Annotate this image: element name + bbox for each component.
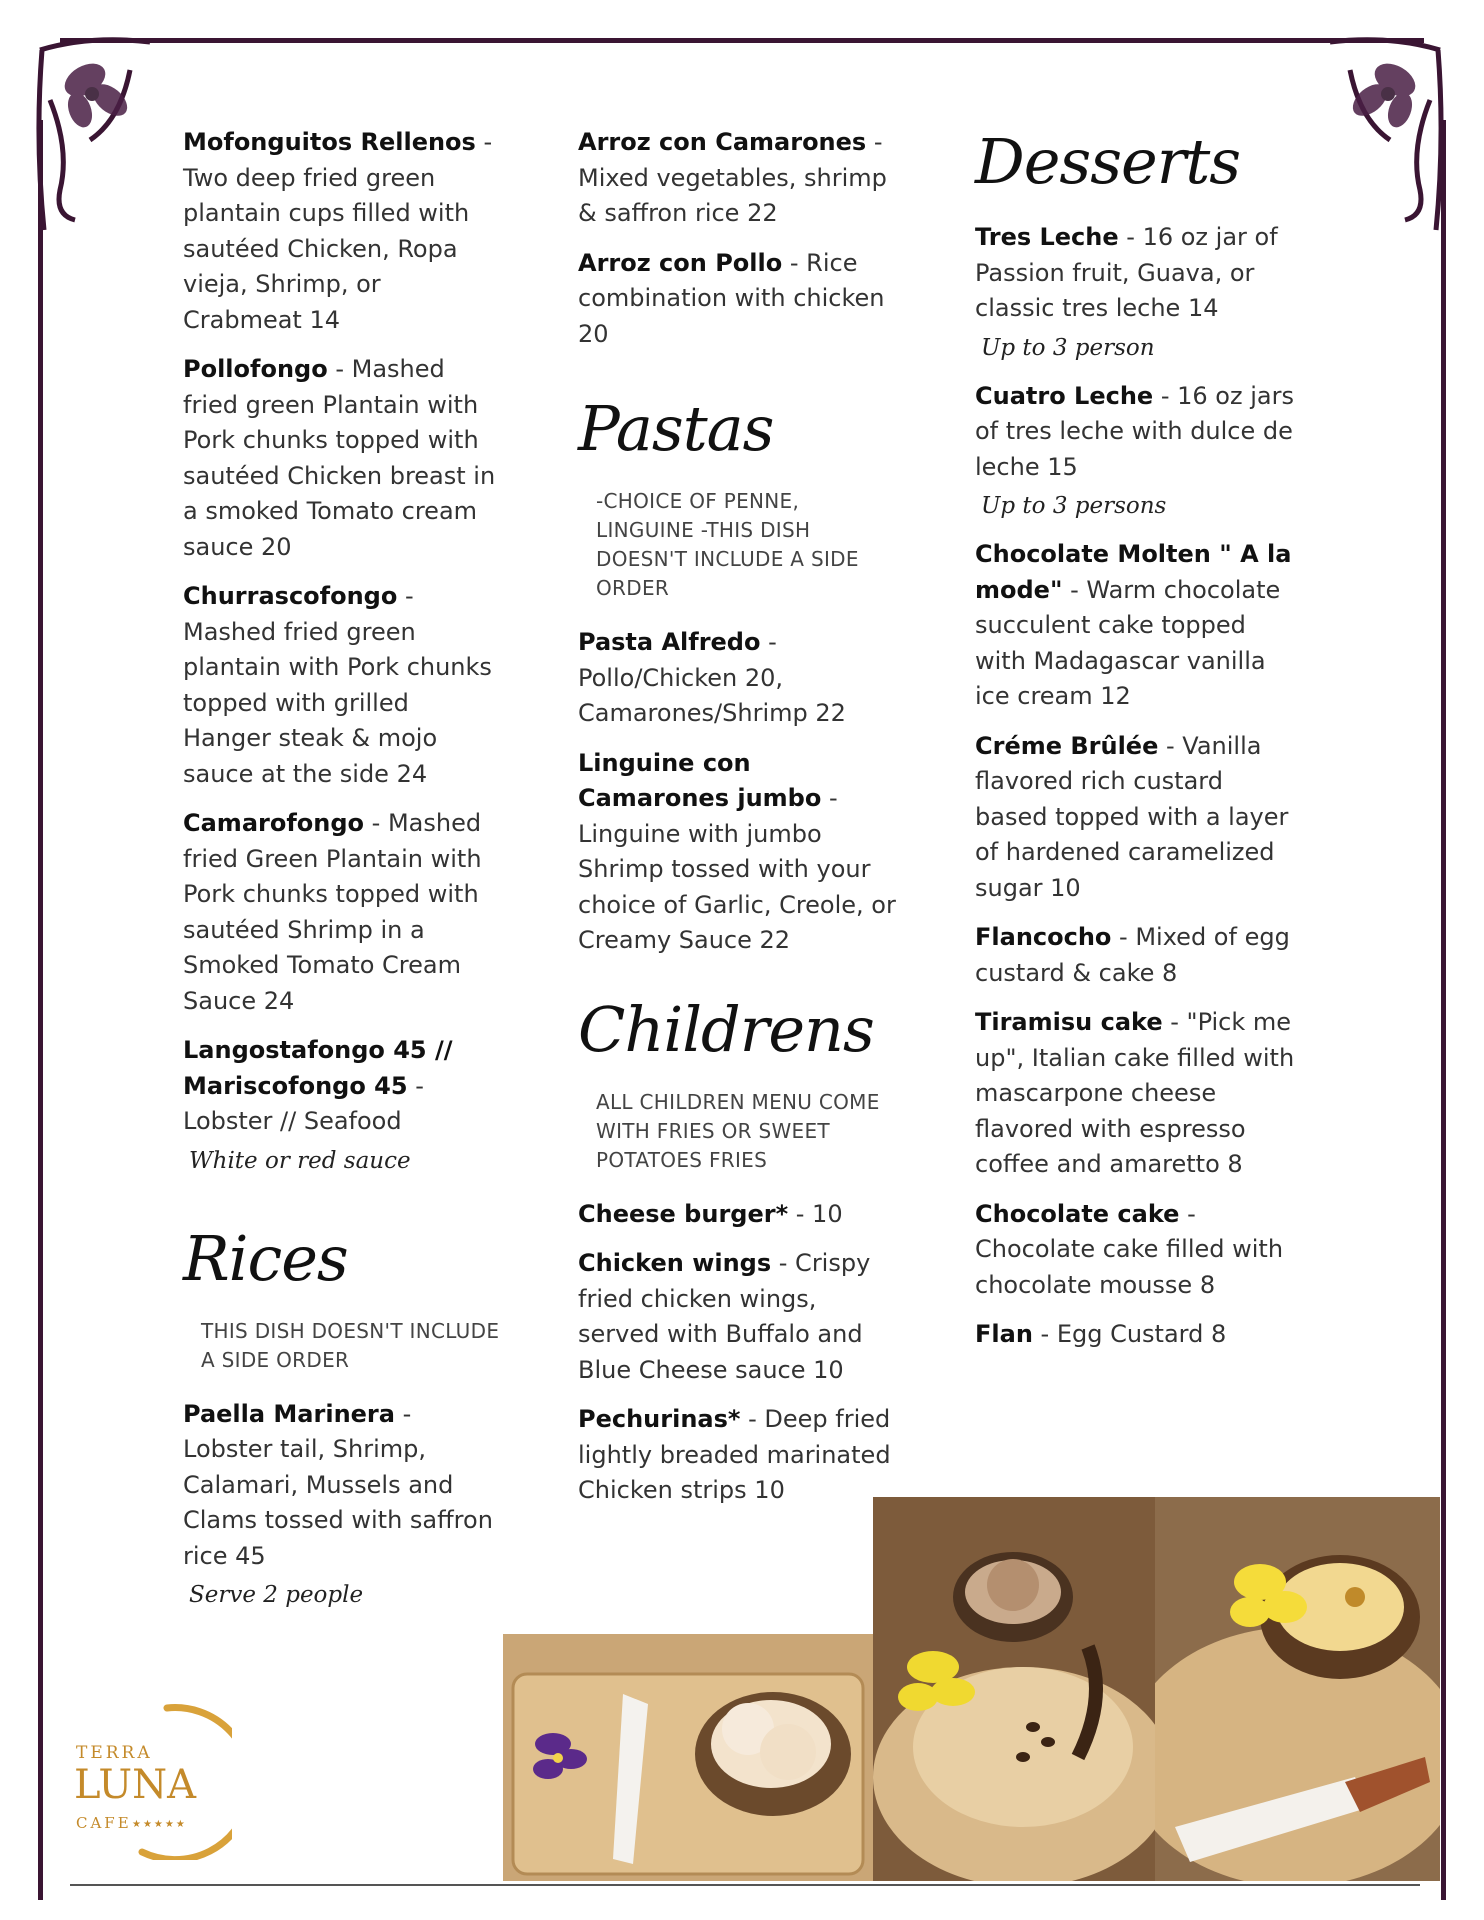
menu-item [578,1246,898,1388]
item-note: White or red sauce [189,1147,411,1174]
item-description: - Mixed of egg custard & cake 8 [975,923,1290,987]
section-heading-desserts: Desserts [975,125,1241,198]
item-name: Pollofongo [183,355,328,383]
item-description: - Pollo/Chicken 20, Camarones/Shrimp 22 [578,628,846,727]
dessert-photo-coffee-icecream [873,1497,1155,1881]
item-note: Up to 3 person [981,334,1155,361]
item-name: Arroz con Camarones [578,128,867,156]
section-note-rices: THIS DISH DOESN'T INCLUDE A SIDE ORDER [201,1318,500,1372]
item-name: Mofonguitos Rellenos [183,128,476,156]
menu-item [578,125,898,232]
menu-item [183,579,503,792]
menu-item [183,352,503,565]
dessert-photo-mango-icecream [1155,1497,1440,1881]
item-name: Tres Leche [975,223,1119,251]
logo-line-luna: LUNA [74,1762,196,1808]
item-description: - Egg Custard 8 [1032,1320,1227,1348]
menu-item [183,806,503,1019]
menu-item [975,379,1295,486]
item-name: Linguine con Camarones jumbo [578,748,822,812]
item-name: Pechurinas* [578,1405,741,1433]
menu-item [975,220,1295,327]
menu-item [975,1317,1295,1353]
menu-column-2 [578,125,898,1523]
frame-left-border [38,120,43,1900]
menu-column-3 [975,125,1295,1367]
item-description: - Vanilla flavored rich custard based topped with a layer of hardened caramelized sugar 10 [975,731,1289,902]
item-description: - 16 oz jars of tres leche with dulce de leche 15 [975,381,1294,481]
item-name: Cuatro Leche [975,381,1154,410]
item-name: Flan [975,1320,1033,1348]
menu-item [183,125,503,338]
menu-item [578,625,898,732]
frame-top-border [60,38,1424,43]
menu-item [975,1005,1295,1183]
menu-item [975,920,1295,991]
item-description: - Lobster // Seafood [183,1071,424,1135]
item-description: - Two deep fried green plantain cups filled with sautéed Chicken, Ropa vieja, Shrimp, or Crabmeat 14 [183,128,493,334]
floral-corner-ornament-left [30,30,160,240]
item-name: Créme Brûlée [975,731,1159,760]
item-name: Chocolate Molten " A la mode" [975,540,1292,604]
section-note-childrens: ALL CHILDREN MENU COME WITH FRIES OR SWEET POTATOES FRIES [596,1089,880,1172]
menu-item [183,1397,503,1575]
item-name: Chicken wings [578,1249,772,1277]
frame-right-border [1441,120,1446,1900]
item-name: Pasta Alfredo [578,628,761,656]
item-description: - Mixed vegetables, shrimp & saffron rice 22 [578,128,887,227]
menu-item [975,1197,1295,1304]
item-description: - Crispy fried chicken wings, served with Buffalo and Blue Cheese sauce 10 [578,1249,871,1384]
section-heading-childrens: Childrens [578,992,874,1066]
item-note: Up to 3 persons [981,493,1167,519]
item-name: Cheese burger* [578,1199,789,1228]
item-note: Serve 2 people [189,1582,364,1608]
item-description: - Rice combination with chicken 20 [578,248,885,348]
item-description: - Chocolate cake filled with chocolate mousse 8 [975,1199,1284,1299]
item-name: Camarofongo [183,809,365,837]
item-description: - Mashed fried green Plantain with Pork chunks topped with sautéed Chicken breast in a smoked Tomato cream sauce 20 [183,355,496,561]
dessert-photo-coconut-icecream [503,1634,873,1881]
logo-line-cafe: CAFE [76,1814,132,1832]
item-description: - Lobster tail, Shrimp, Calamari, Mussels and Clams tossed with saffron rice 45 [183,1399,493,1570]
item-description: - Mashed fried green plantain with Pork chunks topped with grilled Hanger steak & mojo sauce at the side 24 [183,582,492,788]
menu-column-1 [183,125,503,1618]
menu-item [975,729,1295,907]
section-note-pastas: -CHOICE OF PENNE, LINGUINE -THIS DISH DOESN'T INCLUDE A SIDE ORDER [596,489,859,600]
floral-corner-ornament-right [1320,30,1450,240]
section-heading-rices: Rices [183,1221,348,1295]
item-description: - Warm chocolate succulent cake topped with Madagascar vanilla ice cream 12 [975,575,1281,710]
item-description: - Mashed fried Green Plantain with Pork chunks topped with sautéed Shrimp in a Smoked Tomato Cream Sauce 24 [183,809,482,1015]
logo-line-terra: TERRA [76,1743,153,1763]
menu-item [183,1033,503,1140]
item-name: Arroz con Pollo [578,248,783,277]
item-description: - "Pick me up", Italian cake filled with mascarpone cheese flavored with espresso coffee and amaretto 8 [975,1008,1295,1178]
item-name: Churrascofongo [183,582,398,610]
item-name: Paella Marinera [183,1399,395,1428]
logo-stars: ★★★★★ [132,1819,187,1830]
menu-item [578,1197,898,1233]
item-name: Chocolate cake [975,1199,1180,1228]
item-description: - 16 oz jar of Passion fruit, Guava, or classic tres leche 14 [975,223,1278,322]
menu-item [578,1402,898,1509]
item-name: Langostafongo 45 // Mariscofongo 45 [183,1036,453,1100]
item-name: Tiramisu cake [975,1008,1163,1036]
menu-item [578,246,898,353]
terra-luna-cafe-logo [72,1700,232,1860]
frame-bottom-rule [70,1884,1420,1886]
item-description: - Deep fried lightly breaded marinated Chicken strips 10 [578,1405,891,1504]
menu-item [578,746,898,959]
item-description: - Linguine with jumbo Shrimp tossed with your choice of Garlic, Creole, or Creamy Sauce 22 [578,784,896,954]
item-description: - 10 [788,1199,843,1228]
section-heading-pastas: Pastas [578,392,774,465]
menu-item [975,537,1295,715]
item-name: Flancocho [975,923,1112,951]
